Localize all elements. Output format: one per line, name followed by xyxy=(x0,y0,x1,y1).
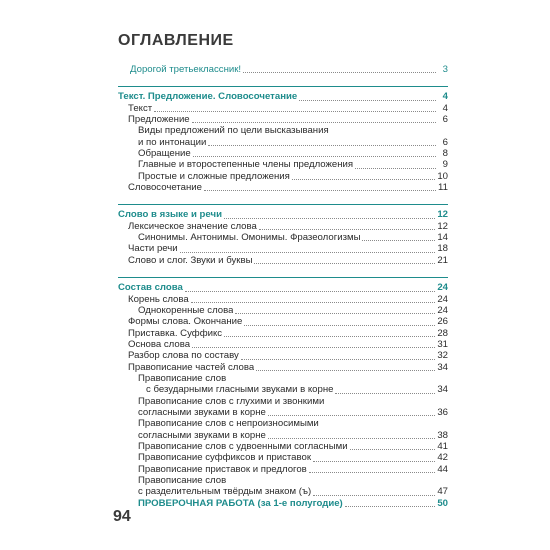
toc-entry-text: Корень слова xyxy=(128,293,189,305)
toc-entry-text: Однокоренные слова xyxy=(138,304,234,316)
toc-entry-text: Правописание слов с непроизносимыми xyxy=(138,418,319,430)
dot-leader xyxy=(193,145,436,157)
toc-entry-text: Словосочетание xyxy=(128,182,202,194)
section-divider xyxy=(118,204,448,205)
toc-entry[interactable] xyxy=(118,114,448,125)
toc-page-number: 4 xyxy=(442,91,448,103)
toc-page-number: 41 xyxy=(437,440,448,452)
dot-leader xyxy=(192,336,435,348)
toc-entry-text: с разделительным твёрдым знаком (ъ) xyxy=(138,486,312,498)
toc-entry-text: Простые и сложные предложения xyxy=(138,170,290,182)
dot-leader xyxy=(292,168,436,180)
toc-page-number: 21 xyxy=(437,254,448,266)
toc-entry-text: ПРОВЕРОЧНАЯ РАБОТА (за 1-е полугодие) xyxy=(138,497,343,509)
toc-page-number: 34 xyxy=(437,361,448,373)
toc-entry-text: Обращение xyxy=(138,148,191,160)
toc-entry[interactable] xyxy=(118,407,448,418)
toc-section-title: Слово в языке и речи xyxy=(118,209,222,221)
toc-entry-text: согласными звуками в корне xyxy=(138,406,266,418)
toc-entry-text: Предложение xyxy=(128,114,190,126)
toc-section-title: Текст. Предложение. Словосочетание xyxy=(118,91,298,103)
dot-leader xyxy=(256,359,435,371)
toc-entry-text: Правописание суффиксов и приставок xyxy=(138,452,312,464)
toc-entry[interactable] xyxy=(118,362,448,373)
toc-page-number: 24 xyxy=(437,293,448,305)
toc-entry-text: Синонимы. Антонимы. Омонимы. Фразеологизмы xyxy=(138,232,361,244)
toc-entry-text: согласными звуками в корне xyxy=(138,429,266,441)
dot-leader xyxy=(204,179,436,191)
dot-leader xyxy=(224,207,435,219)
toc-entry[interactable] xyxy=(118,182,448,193)
toc-page-number: 36 xyxy=(437,406,448,418)
dot-leader xyxy=(180,241,436,253)
dot-leader xyxy=(335,382,435,394)
toc-entry-intro[interactable] xyxy=(118,64,448,75)
dot-leader xyxy=(268,427,435,439)
dot-leader xyxy=(224,325,435,337)
dot-leader xyxy=(355,157,436,169)
dot-leader xyxy=(208,134,436,146)
dot-leader xyxy=(350,438,436,450)
dot-leader xyxy=(254,252,435,264)
toc-entry-text: Правописание слов xyxy=(138,475,227,486)
toc-entry[interactable] xyxy=(118,255,448,266)
toc-page-number: 4 xyxy=(442,102,448,114)
toc-entry-text: Части речи xyxy=(128,243,178,255)
toc-entry-text: Правописание слов с глухими и звонкими xyxy=(138,395,325,407)
dot-leader xyxy=(259,218,435,230)
dot-leader xyxy=(268,404,435,416)
toc-entry-text: Приставка. Суффикс xyxy=(128,327,223,339)
toc-page-number: 3 xyxy=(442,64,448,75)
toc-page-number: 50 xyxy=(437,497,448,509)
toc-page-number: 31 xyxy=(437,338,448,350)
toc-page-number: 28 xyxy=(437,327,448,339)
table-of-contents xyxy=(118,64,448,509)
dot-leader xyxy=(191,291,436,303)
toc-section-title: Состав слова xyxy=(118,282,183,294)
toc-entry-text: Дорогой третьеклассник! xyxy=(130,64,242,75)
toc-entry-text: Разбор слова по составу xyxy=(128,350,239,362)
toc-entry[interactable] xyxy=(118,384,448,395)
toc-page-number: 24 xyxy=(437,304,448,316)
toc-page-number: 12 xyxy=(437,220,448,232)
toc-entry-text: Виды предложений по цели высказывания xyxy=(138,125,329,137)
toc-page-number: 12 xyxy=(437,209,448,221)
dot-leader xyxy=(235,302,435,314)
dot-leader xyxy=(154,100,436,112)
dot-leader xyxy=(243,61,436,73)
page-number: 94 xyxy=(113,508,131,525)
toc-page-number: 38 xyxy=(437,429,448,441)
dot-leader xyxy=(362,229,435,241)
toc-entry-text: Правописание слов с удвоенными согласными xyxy=(138,440,348,452)
toc-entry-text: и по интонации xyxy=(138,136,207,148)
dot-leader xyxy=(192,111,436,123)
toc-page-number: 26 xyxy=(437,316,448,328)
toc-entry-text: Лексическое значение слова xyxy=(128,220,257,232)
toc-page-number: 6 xyxy=(442,136,448,148)
toc-entry[interactable] xyxy=(118,464,448,475)
toc-entry-text: Правописание слов xyxy=(138,372,227,384)
toc-page-number: 9 xyxy=(442,159,448,171)
toc-page-number: 44 xyxy=(437,463,448,475)
toc-page-number: 32 xyxy=(437,350,448,362)
toc-entry-text: Правописание частей слова xyxy=(128,361,255,373)
dot-leader xyxy=(241,348,436,360)
toc-page-number: 8 xyxy=(442,148,448,160)
toc-page-number: 42 xyxy=(437,452,448,464)
toc-entry-text: Основа слова xyxy=(128,338,191,350)
toc-entry-text: Текст xyxy=(128,102,153,114)
toc-entry-test-work[interactable] xyxy=(118,498,448,509)
toc-page-number: 18 xyxy=(437,243,448,255)
toc-page-number: 47 xyxy=(437,486,448,498)
toc-page-number: 34 xyxy=(437,384,448,396)
toc-entry-text: Формы слова. Окончание xyxy=(128,316,243,328)
dot-leader xyxy=(313,450,435,462)
toc-page-number: 14 xyxy=(437,232,448,244)
toc-page-number: 6 xyxy=(442,114,448,126)
toc-entry-text: Главные и второстепенные члены предложения xyxy=(138,159,354,171)
section-divider xyxy=(118,277,448,278)
dot-leader xyxy=(244,314,435,326)
dot-leader xyxy=(185,280,435,292)
section-divider xyxy=(118,86,448,87)
toc-page-number: 10 xyxy=(437,170,448,182)
toc-page-number: 24 xyxy=(437,282,448,294)
toc-page-number: 11 xyxy=(438,182,448,194)
page-title: ОГЛАВЛЕНИЕ xyxy=(118,32,234,49)
dot-leader xyxy=(299,89,436,101)
dot-leader xyxy=(345,495,436,507)
toc-entry-text: Правописание приставок и предлогов xyxy=(138,463,307,475)
toc-entry-text: с безударными гласными звуками в корне xyxy=(146,384,334,396)
toc-entry-text: Слово и слог. Звуки и буквы xyxy=(128,254,253,266)
dot-leader xyxy=(313,484,435,496)
dot-leader xyxy=(309,461,436,473)
